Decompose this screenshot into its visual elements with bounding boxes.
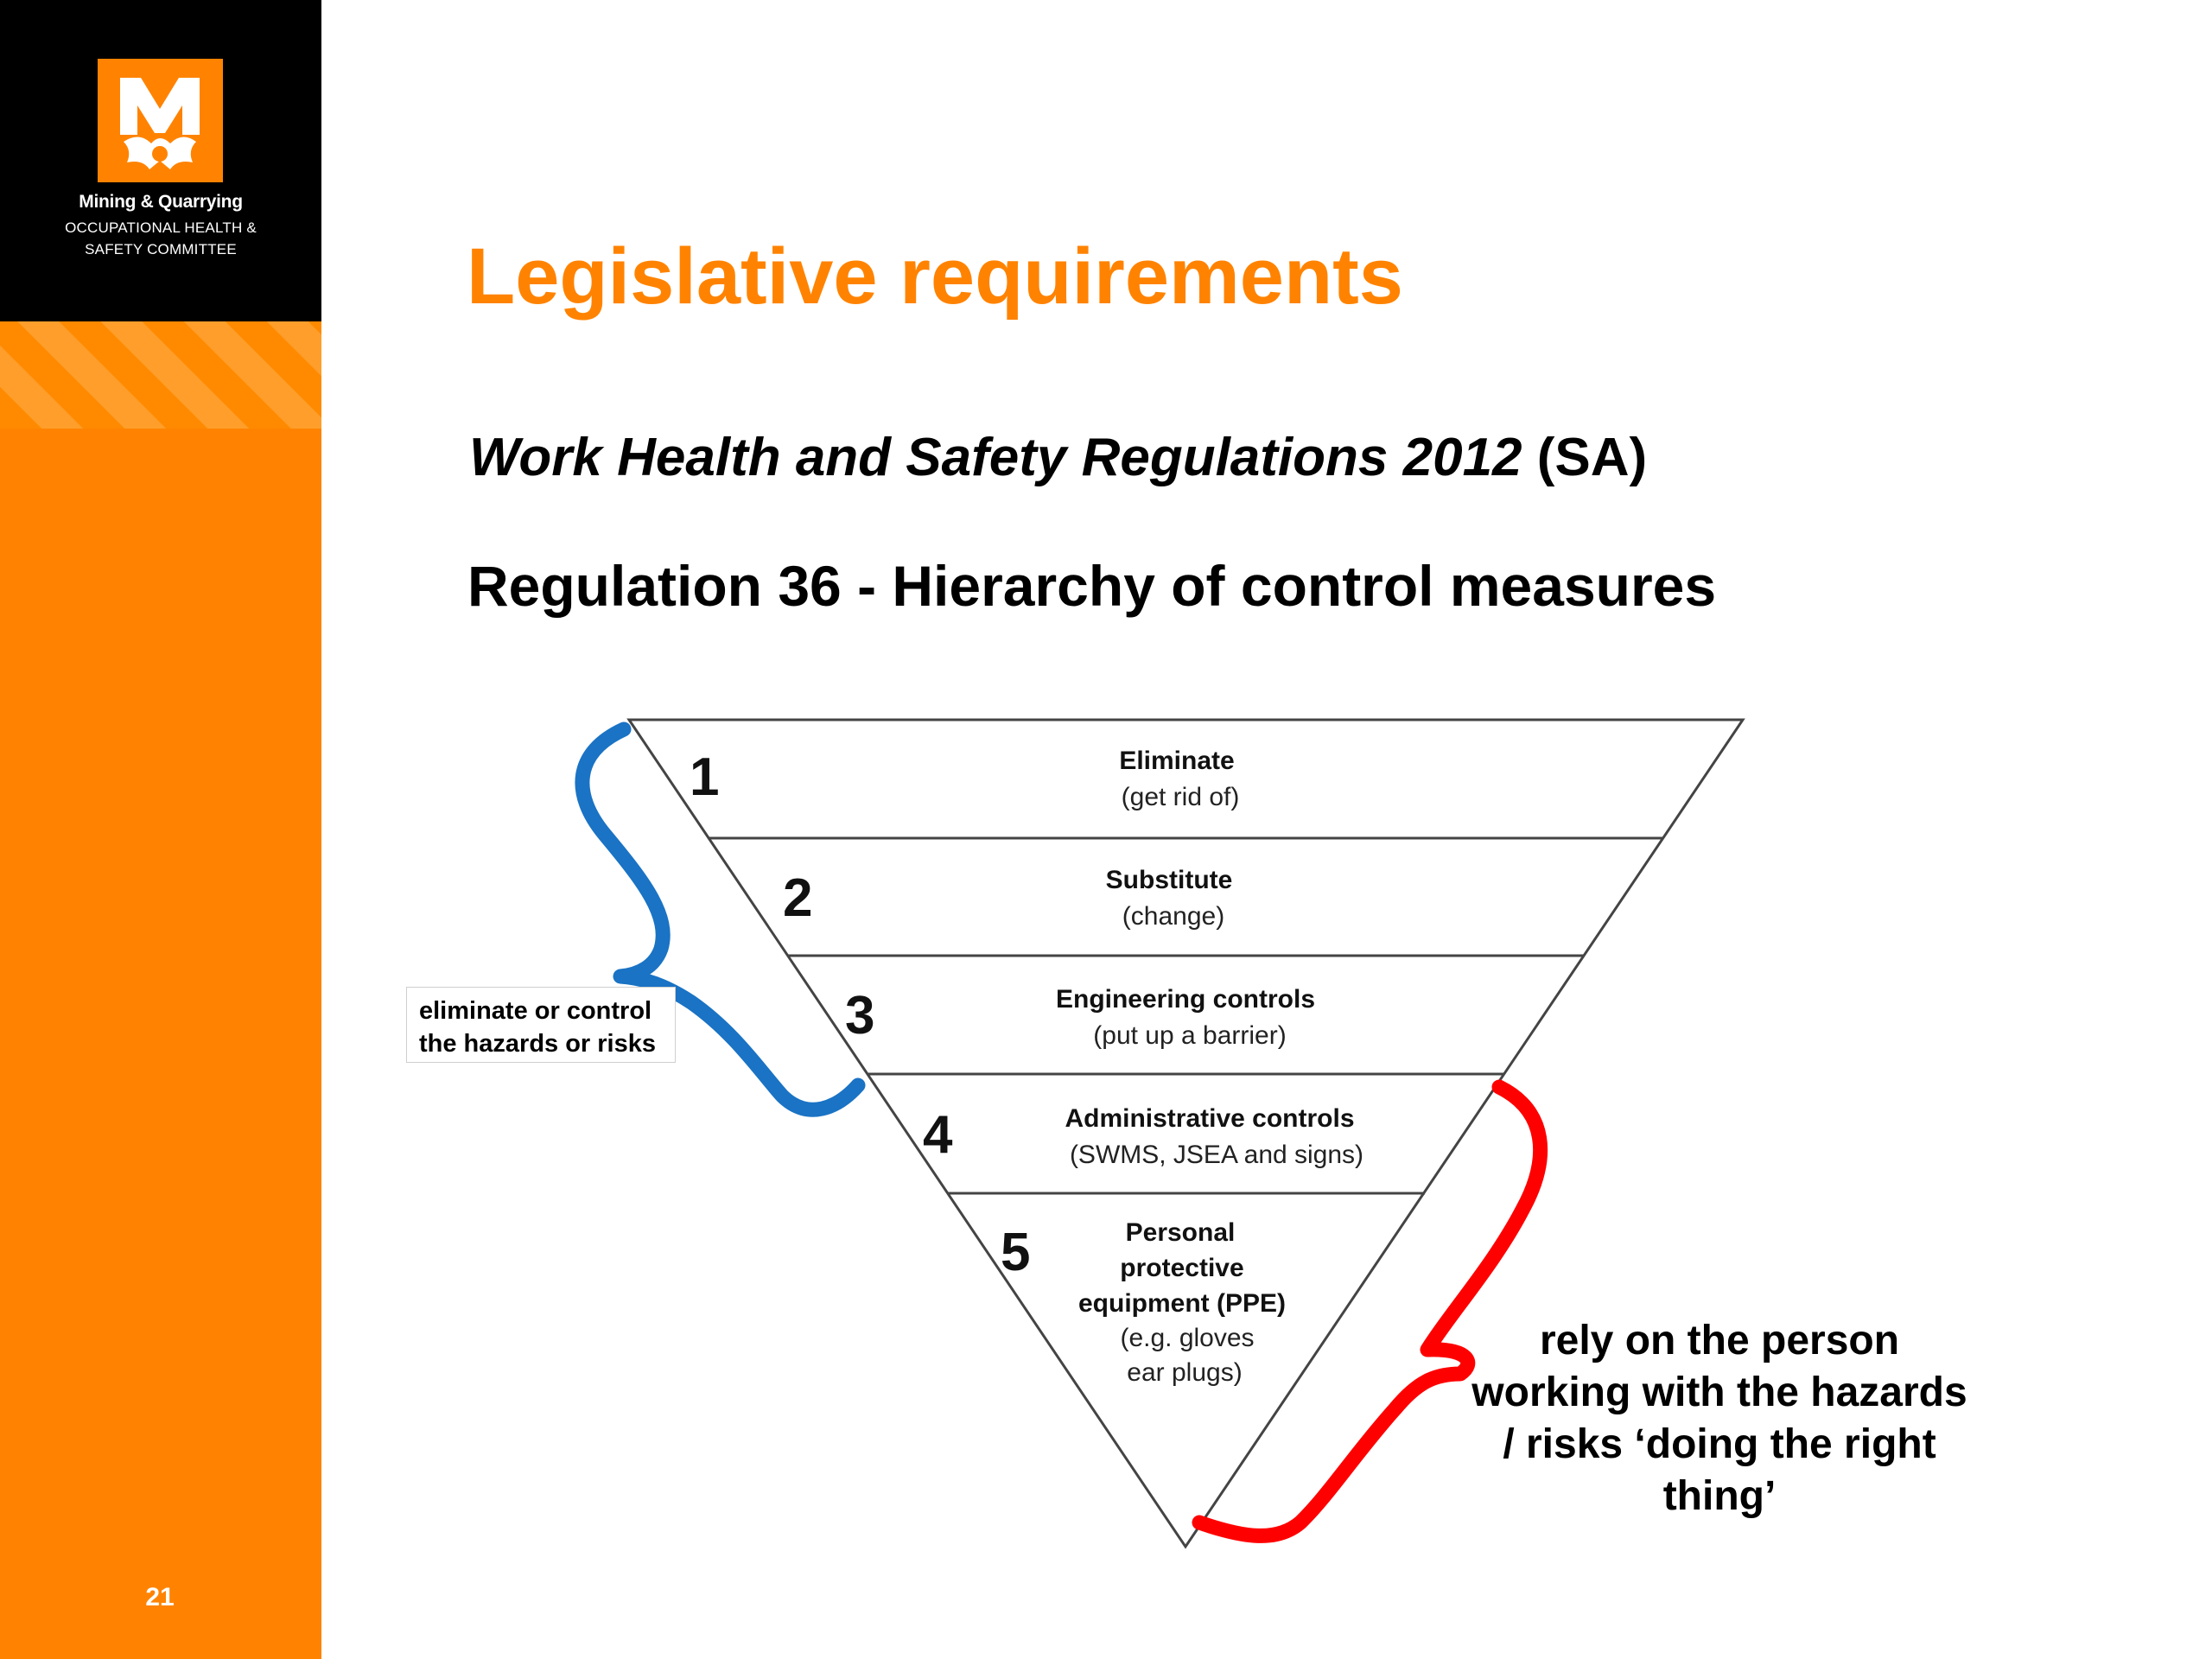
tier-3-title: Engineering controls (1055, 985, 1316, 1014)
tier-5-title-line2: protective (1120, 1254, 1244, 1282)
tier-1-title: Eliminate (1119, 747, 1235, 775)
regulation-title-italic: Work Health and Safety Regulations 2012 (469, 428, 1522, 487)
tier-4-number: 4 (923, 1105, 953, 1165)
tier-1-subtitle: (get rid of) (1121, 783, 1240, 811)
right-brace-label (1452, 1315, 1987, 1522)
tier-2-subtitle: (change) (1122, 902, 1225, 931)
right-brace-label-line3: / risks ‘doing the right (1503, 1421, 1936, 1467)
tier-5-subtitle-line2: ear plugs) (1127, 1358, 1243, 1387)
right-brace-label-line2: working with the hazards (1471, 1370, 1967, 1415)
tier-5-number: 5 (1001, 1223, 1031, 1282)
left-brace-label-line2: the hazards or risks (419, 1030, 656, 1058)
tier-1-number: 1 (690, 747, 720, 807)
logo-text-line2: OCCUPATIONAL HEALTH & (65, 219, 257, 236)
tier-5-title-line1: Personal (1125, 1218, 1236, 1247)
regulation-title-suffix: (SA) (1522, 428, 1648, 487)
regulation-heading: Regulation 36 - Hierarchy of control measures (467, 554, 1717, 618)
tier-5-subtitle-line1: (e.g. gloves (1120, 1324, 1255, 1352)
tier-4-title: Administrative controls (1065, 1104, 1355, 1133)
tier-3-number: 3 (845, 986, 875, 1046)
tier-4-subtitle: (SWMS, JSEA and signs) (1069, 1141, 1364, 1169)
page-title: Legislative requirements (467, 232, 1403, 321)
logo-text-line3: SAFETY COMMITTEE (85, 241, 237, 257)
tier-2-title: Substitute (1105, 866, 1233, 894)
tier-3-subtitle: (put up a barrier) (1093, 1021, 1287, 1050)
page-number: 21 (145, 1583, 175, 1611)
tier-2-number: 2 (783, 868, 813, 928)
tier-5-title-line3: equipment (PPE) (1077, 1289, 1287, 1318)
logo-text-line1: Mining & Quarrying (79, 192, 243, 212)
right-brace-label-line1: rely on the person (1539, 1318, 1900, 1363)
left-brace-label-line1: eliminate or control (419, 997, 652, 1025)
left-brace-label (406, 987, 676, 1063)
right-brace-label-line4: thing’ (1662, 1473, 1777, 1519)
